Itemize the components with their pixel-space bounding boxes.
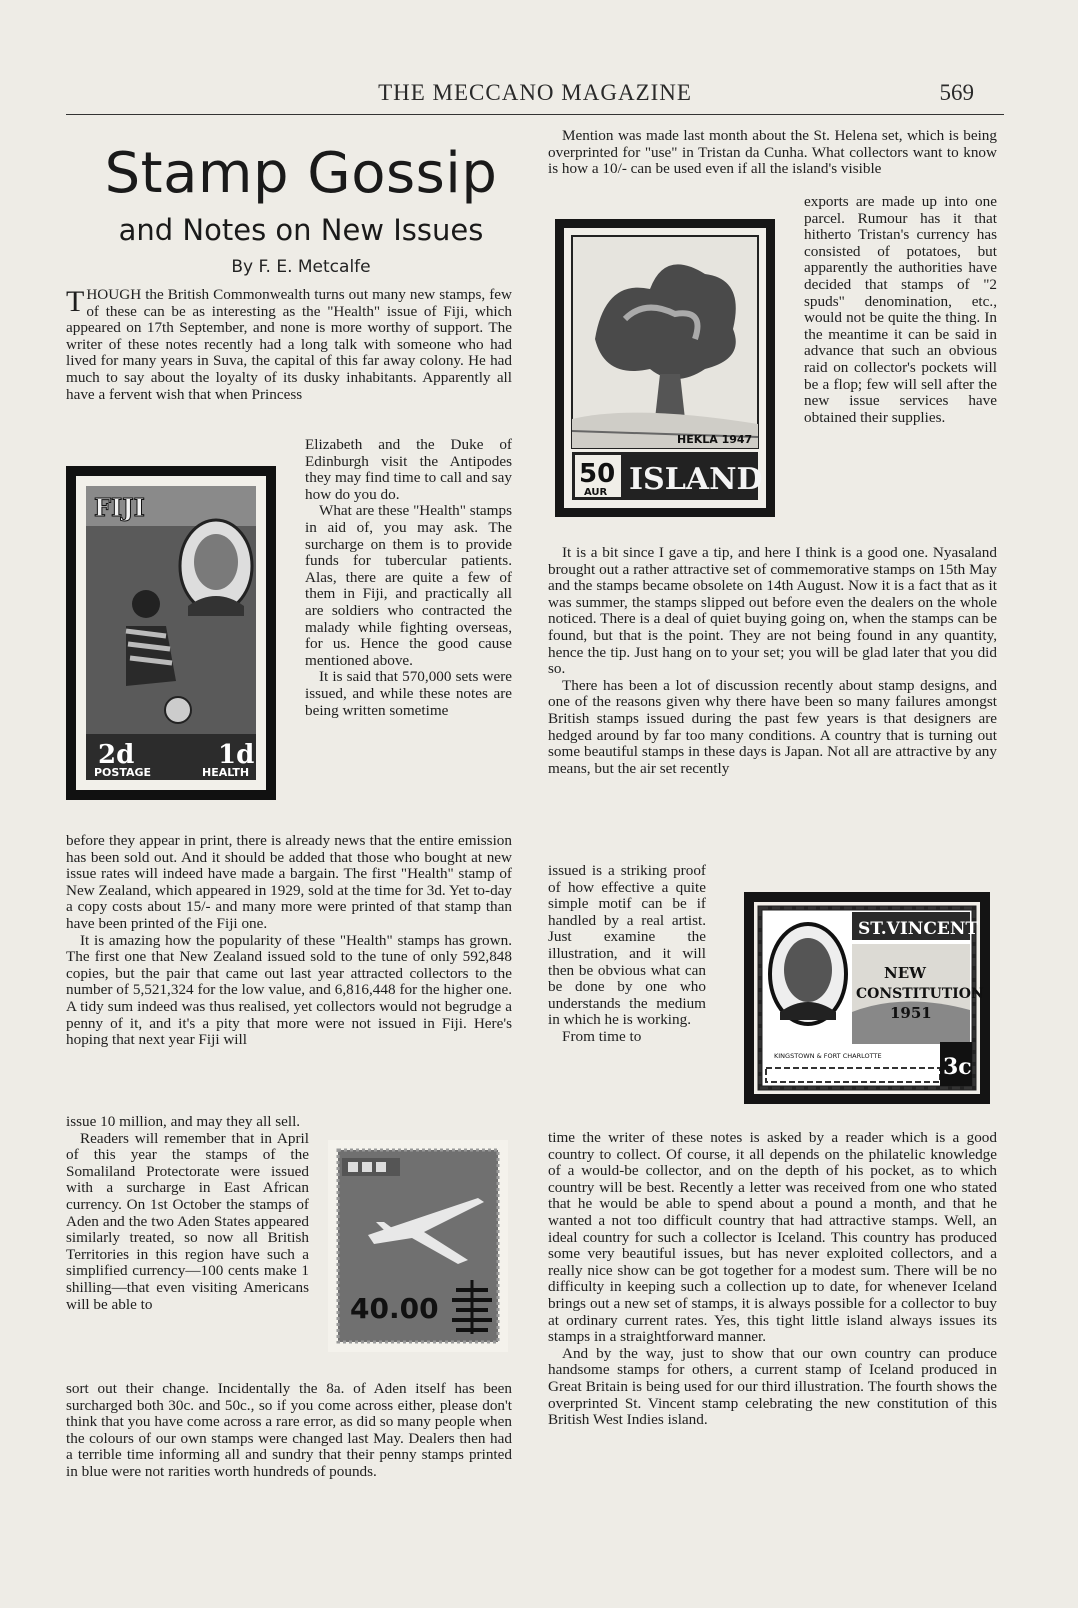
right-full-text-c bbox=[548, 1130, 997, 1429]
wrap-svincent-b: From time to bbox=[562, 1027, 642, 1045]
right-full-text-a bbox=[548, 545, 997, 777]
iceland-unit: AUR bbox=[584, 487, 608, 498]
left-full-text-2 bbox=[66, 1381, 512, 1481]
fiji-value-left: 2d bbox=[98, 740, 135, 770]
article-byline: By F. E. Metcalfe bbox=[231, 257, 371, 277]
intro-text: HOUGH the British Commonwealth turns out many new stamps, few of these can be as interesting as the "Health" issue of Fiji, which appeared on 17th September, and none is more worthy of support. The writer of these notes recently had a long talk with someone who had lived for many years in Suva, the capital of this far away colony. He had much to say about the loyalty of its dusky inhabitants. Apparently all have a fervent wish that when Princess bbox=[66, 286, 512, 403]
full-a: It is a bit since I gave a tip, and here I think is a good one. Nyasaland brought out a rather attractive set of commemorative stamps on 15th May and the stamps became obsolete on 14th August. Now it is a fact that as it was summer, the stamps slipped out before even the dealers on the whole noticed. There is a deal of quiet buying going on, when the stamps can be found, but that is the point. They are not being found in any quantity, hence the tip. Just hang on to your set; you will be glad later that you did so. bbox=[548, 544, 997, 678]
fiji-value-right: 1d bbox=[218, 740, 255, 770]
page-number: 569 bbox=[939, 80, 974, 105]
full1-a: before they appear in print, there is already news that the entire emission has been sold out. And it should be added that those who bought at new issue rates will indeed have made a bargain. The first "Health" stamp of New Zealand, which appeared in 1929, sold at the time for 3d. Yet to-day a copy costs about 15/- and many more were printed of that stamp than have been printed of the Fiji one. bbox=[66, 832, 512, 932]
right-top-text bbox=[548, 128, 997, 178]
right-wrap-text-svincent bbox=[548, 863, 706, 1046]
full-c: time the writer of these notes is asked by a reader which is a good country to collect. Of course, it all depends on the philatelic knowledge of a would-be collector, and on the depth of his pocket, as to which country will be best. Recently a letter was received from one who stated that he would be able to spend about a pound a month, and that he wanted a not too difficult country that had attractive stamps. Well, an ideal country for such a collector is Iceland. This country has produced some very beautiful issues, but has never exploited collectors, and a really nice show can be got together for a modest sum. There will be no difficulty in keeping such a collection up to date, for whenever Iceland brings out a new set of stamps, it is always possible for a collector to buy at ordinary current rates. Yes, this tight little island always issues its stamps in a straightforward manner. bbox=[548, 1129, 997, 1346]
japan-value: 40.00 bbox=[350, 1292, 439, 1325]
drop-cap: T bbox=[66, 285, 85, 318]
wrap-iceland: exports are made up into one parcel. Rumour has it that hitherto Tristan's currency has consisted of potatoes, but apparently the authorities have decided that stamps of "2 spuds" denomination, etc., would not be quite the thing. In the meantime it can be said in advance that such an obvious raid on collector's pockets will be a flop; few will sell after the new issue services have obtained their supplies. bbox=[804, 193, 997, 426]
right-top-full: Mention was made last month about the St. Helena set, which is being overprinted for "use" in Tristan da Cunha. What collectors want to know is how a 10/- can be used even if all the island's visible bbox=[548, 127, 997, 178]
article-subtitle: and Notes on New Issues bbox=[118, 213, 484, 247]
left-wrap-text-fiji bbox=[305, 437, 512, 719]
iceland-caption: HEKLA 1947 bbox=[677, 433, 753, 446]
running-header bbox=[66, 78, 1004, 115]
st-vincent-constitution-stamp bbox=[744, 892, 990, 1104]
full-d: And by the way, just to show that our own country can produce handsome stamps for others, a current stamp of Iceland produced in Great Britain is being used for our third illustration. The fourth shows the overprinted St. Vincent stamp celebrating the new constitution of this British West Indies island. bbox=[548, 1344, 997, 1429]
svincent-overprint-year: 1951 bbox=[890, 1004, 932, 1022]
wrap1-a: Elizabeth and the Duke of Edinburgh visit the Antipodes they may find time to call and say how do you do. bbox=[305, 436, 512, 503]
magazine-title: THE MECCANO MAGAZINE bbox=[378, 80, 692, 105]
fiji-postage-label: POSTAGE bbox=[94, 766, 152, 779]
full2: sort out their change. Incidentally the 8a. of Aden itself has been surcharged both 30c. and 50c., so if you come across either, please don't think that you have come across a rare error, as did so many people when the colours of our own stamps were changed last May. Dealers then had a terrible time informing all and sundry that their penny stamps printed in blue were not rarities worth hundreds of pounds. bbox=[66, 1380, 512, 1480]
left-intro-paragraph bbox=[66, 287, 512, 403]
svincent-overprint-constitution: CONSTITUTION bbox=[856, 986, 984, 1002]
wrap2-b: Readers will remember that in April of this year the stamps of the Somaliland Protectorate were issued with a surcharge in East African currency. On 1st October the stamps of Aden and the two Aden States appeared similarly treated, so now all British Territories in this region have such a simplified currency—100 cents make 1 shilling—that even visiting Americans will be able to bbox=[66, 1129, 309, 1313]
svincent-value: 3c bbox=[943, 1054, 972, 1080]
svincent-overprint-new: NEW bbox=[884, 964, 926, 982]
iceland-hekla-stamp bbox=[555, 219, 775, 517]
iceland-country: ISLAND bbox=[629, 462, 763, 497]
wrap-svincent-a: issued is a striking proof of how effective a quite simple motif can be if handled by a real artist. Just examine the illustration, and it will then be obvious what can be done by one who understands the medium in which he is working. bbox=[548, 862, 706, 1029]
full-b: There has been a lot of discussion recently about stamp designs, and one of the reasons given why there have been so many failures amongst British stamps issued during the past few years is that designers are hedged around by far too many conditions. A country that is turning out some beautiful stamps in these days is Japan. Not all are attractive by any means, but the air set recently bbox=[548, 676, 997, 777]
japan-air-stamp bbox=[328, 1140, 508, 1352]
fiji-health-label: HEALTH bbox=[202, 766, 250, 779]
wrap1-c: It is said that 570,000 sets were issued, and while these notes are being written sometime bbox=[305, 668, 512, 719]
wrap2-a: issue 10 million, and may they all sell. bbox=[66, 1113, 301, 1130]
iceland-value: 50 bbox=[579, 459, 616, 489]
wrap1-b: What are these "Health" stamps in aid of, you may ask. The surcharge on them is to provide funds for tubercular patients. Alas, there are quite a few of them in Fiji, and practically all are soldiers who contracted the malady while fighting overseas, for us. Hence the good cause mentioned above. bbox=[305, 502, 512, 669]
right-wrap-text-iceland bbox=[804, 194, 997, 426]
fiji-health-stamp bbox=[66, 466, 276, 800]
left-full-text-1 bbox=[66, 833, 512, 1049]
full1-b: It is amazing how the popularity of these "Health" stamps has grown. The first one that New Zealand issued sold to the tune of only 592,848 copies, but the pair that came out last year attracted collectors to the number of 5,521,324 for the low value, and 6,816,448 for the higher one. A tidy sum indeed was thus realised, yet collectors would not begrudge a penny of it, and it's a pity that more were not issued in Fiji. Here's hoping that next year Fiji will bbox=[66, 931, 512, 1049]
svincent-place: KINGSTOWN & FORT CHARLOTTE bbox=[774, 1052, 882, 1060]
svincent-country: ST.VINCENT bbox=[858, 919, 979, 939]
fiji-country: FIJI bbox=[94, 493, 145, 522]
left-wrap-text-japan bbox=[66, 1114, 309, 1313]
article-title: Stamp Gossip bbox=[104, 141, 498, 206]
